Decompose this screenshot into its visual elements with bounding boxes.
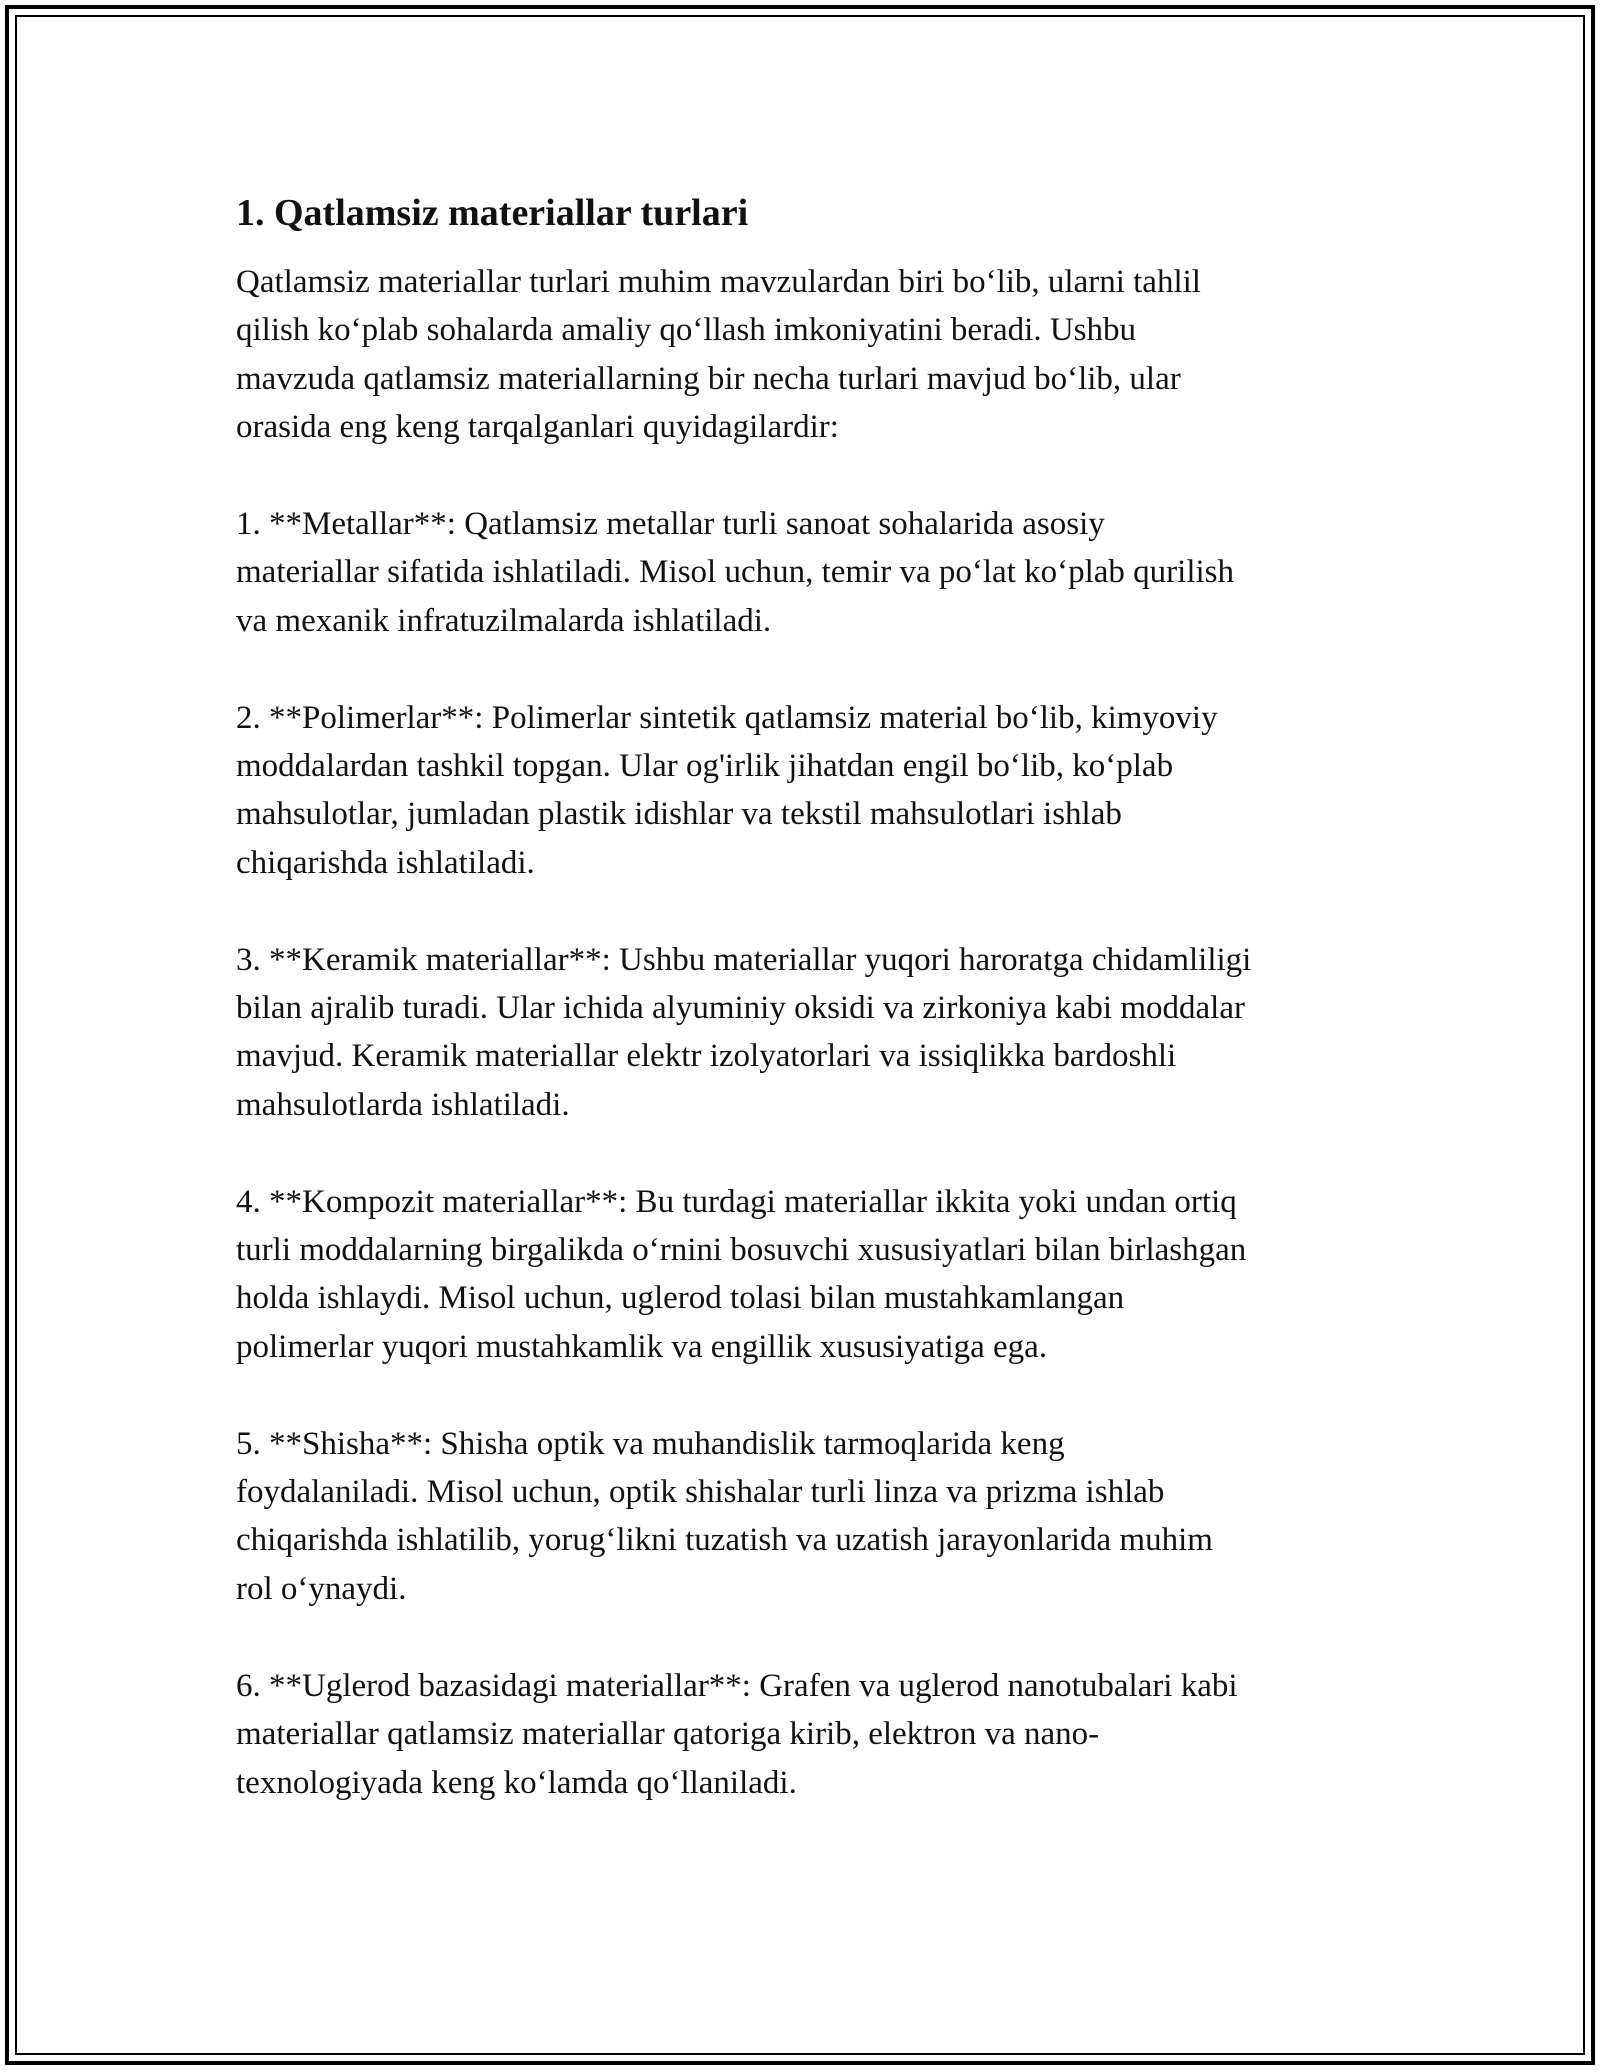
text-line: chiqarishda ishlatiladi.: [236, 844, 535, 881]
document-title: 1. Qatlamsiz materiallar turlari: [236, 192, 749, 234]
list-item-polimerlar: [236, 694, 1386, 888]
text-line: 1. **Metallar**: Qatlamsiz metallar turli sanoat sohalarida asosiy: [236, 506, 1105, 543]
list-item-metallar: [236, 500, 1386, 645]
text-line: foydalaniladi. Misol uchun, optik shishalar turli linza va prizma ishlab: [236, 1474, 1165, 1511]
text-line: 4. **Kompozit materiallar**: Bu turdagi materiallar ikkita yoki undan ortiq: [236, 1183, 1237, 1220]
text-line: bilan ajralib turadi. Ular ichida alyuminiy oksidi va zirkoniya kabi moddalar: [236, 990, 1245, 1027]
list-item-uglerod: [236, 1662, 1386, 1807]
list-item-kompozit: [236, 1178, 1386, 1372]
text-line: turli moddalarning birgalikda o‘rnini bosuvchi xususiyatlari bilan birlashgan: [236, 1232, 1247, 1269]
text-line: 5. **Shisha**: Shisha optik va muhandislik tarmoqlarida keng: [236, 1425, 1065, 1462]
document-body: [236, 188, 1386, 1855]
text-line: chiqarishda ishlatilib, yorug‘likni tuzatish va uzatish jarayonlarida muhim: [236, 1522, 1213, 1559]
text-line: holda ishlaydi. Misol uchun, uglerod tolasi bilan mustahkamlangan: [236, 1280, 1125, 1317]
text-line: polimerlar yuqori mustahkamlik va engillik xususiyatiga ega.: [236, 1328, 1048, 1365]
list-item-keramik: [236, 936, 1386, 1130]
text-line: 3. **Keramik materiallar**: Ushbu materiallar yuqori haroratga chidamliligi: [236, 941, 1252, 978]
text-line: rol o‘ynaydi.: [236, 1570, 407, 1607]
text-line: materiallar sifatida ishlatiladi. Misol uchun, temir va po‘lat ko‘plab qurilish: [236, 554, 1235, 591]
text-line: 2. **Polimerlar**: Polimerlar sintetik qatlamsiz material bo‘lib, kimyoviy: [236, 699, 1218, 736]
list-item-shisha: [236, 1420, 1386, 1614]
text-line: mahsulotlar, jumladan plastik idishlar va tekstil mahsulotlari ishlab: [236, 796, 1122, 833]
text-line: moddalardan tashkil topgan. Ular og'irlik jihatdan engil bo‘lib, ko‘plab: [236, 748, 1174, 785]
text-line: orasida eng keng tarqalganlari quyidagilardir:: [236, 409, 839, 446]
text-line: qilish ko‘plab sohalarda amaliy qo‘llash imkoniyatini beradi. Ushbu: [236, 312, 1136, 349]
text-line: texnologiyada keng ko‘lamda qo‘llaniladi.: [236, 1764, 797, 1801]
text-line: mahsulotlarda ishlatiladi.: [236, 1086, 570, 1123]
text-line: mavjud. Keramik materiallar elektr izolyatorlari va issiqlikka bardoshli: [236, 1038, 1177, 1075]
text-line: materiallar qatlamsiz materiallar qatoriga kirib, elektron va nano-: [236, 1716, 1100, 1753]
text-line: Qatlamsiz materiallar turlari muhim mavzulardan biri bo‘lib, ularni tahlil: [236, 264, 1201, 300]
intro-paragraph: [236, 258, 1386, 452]
text-line: va mexanik infratuzilmalarda ishlatiladi.: [236, 602, 772, 639]
text-line: mavzuda qatlamsiz materiallarning bir necha turlari mavjud bo‘lib, ular: [236, 360, 1181, 397]
text-line: 6. **Uglerod bazasidagi materiallar**: Grafen va uglerod nanotubalari kabi: [236, 1667, 1238, 1704]
